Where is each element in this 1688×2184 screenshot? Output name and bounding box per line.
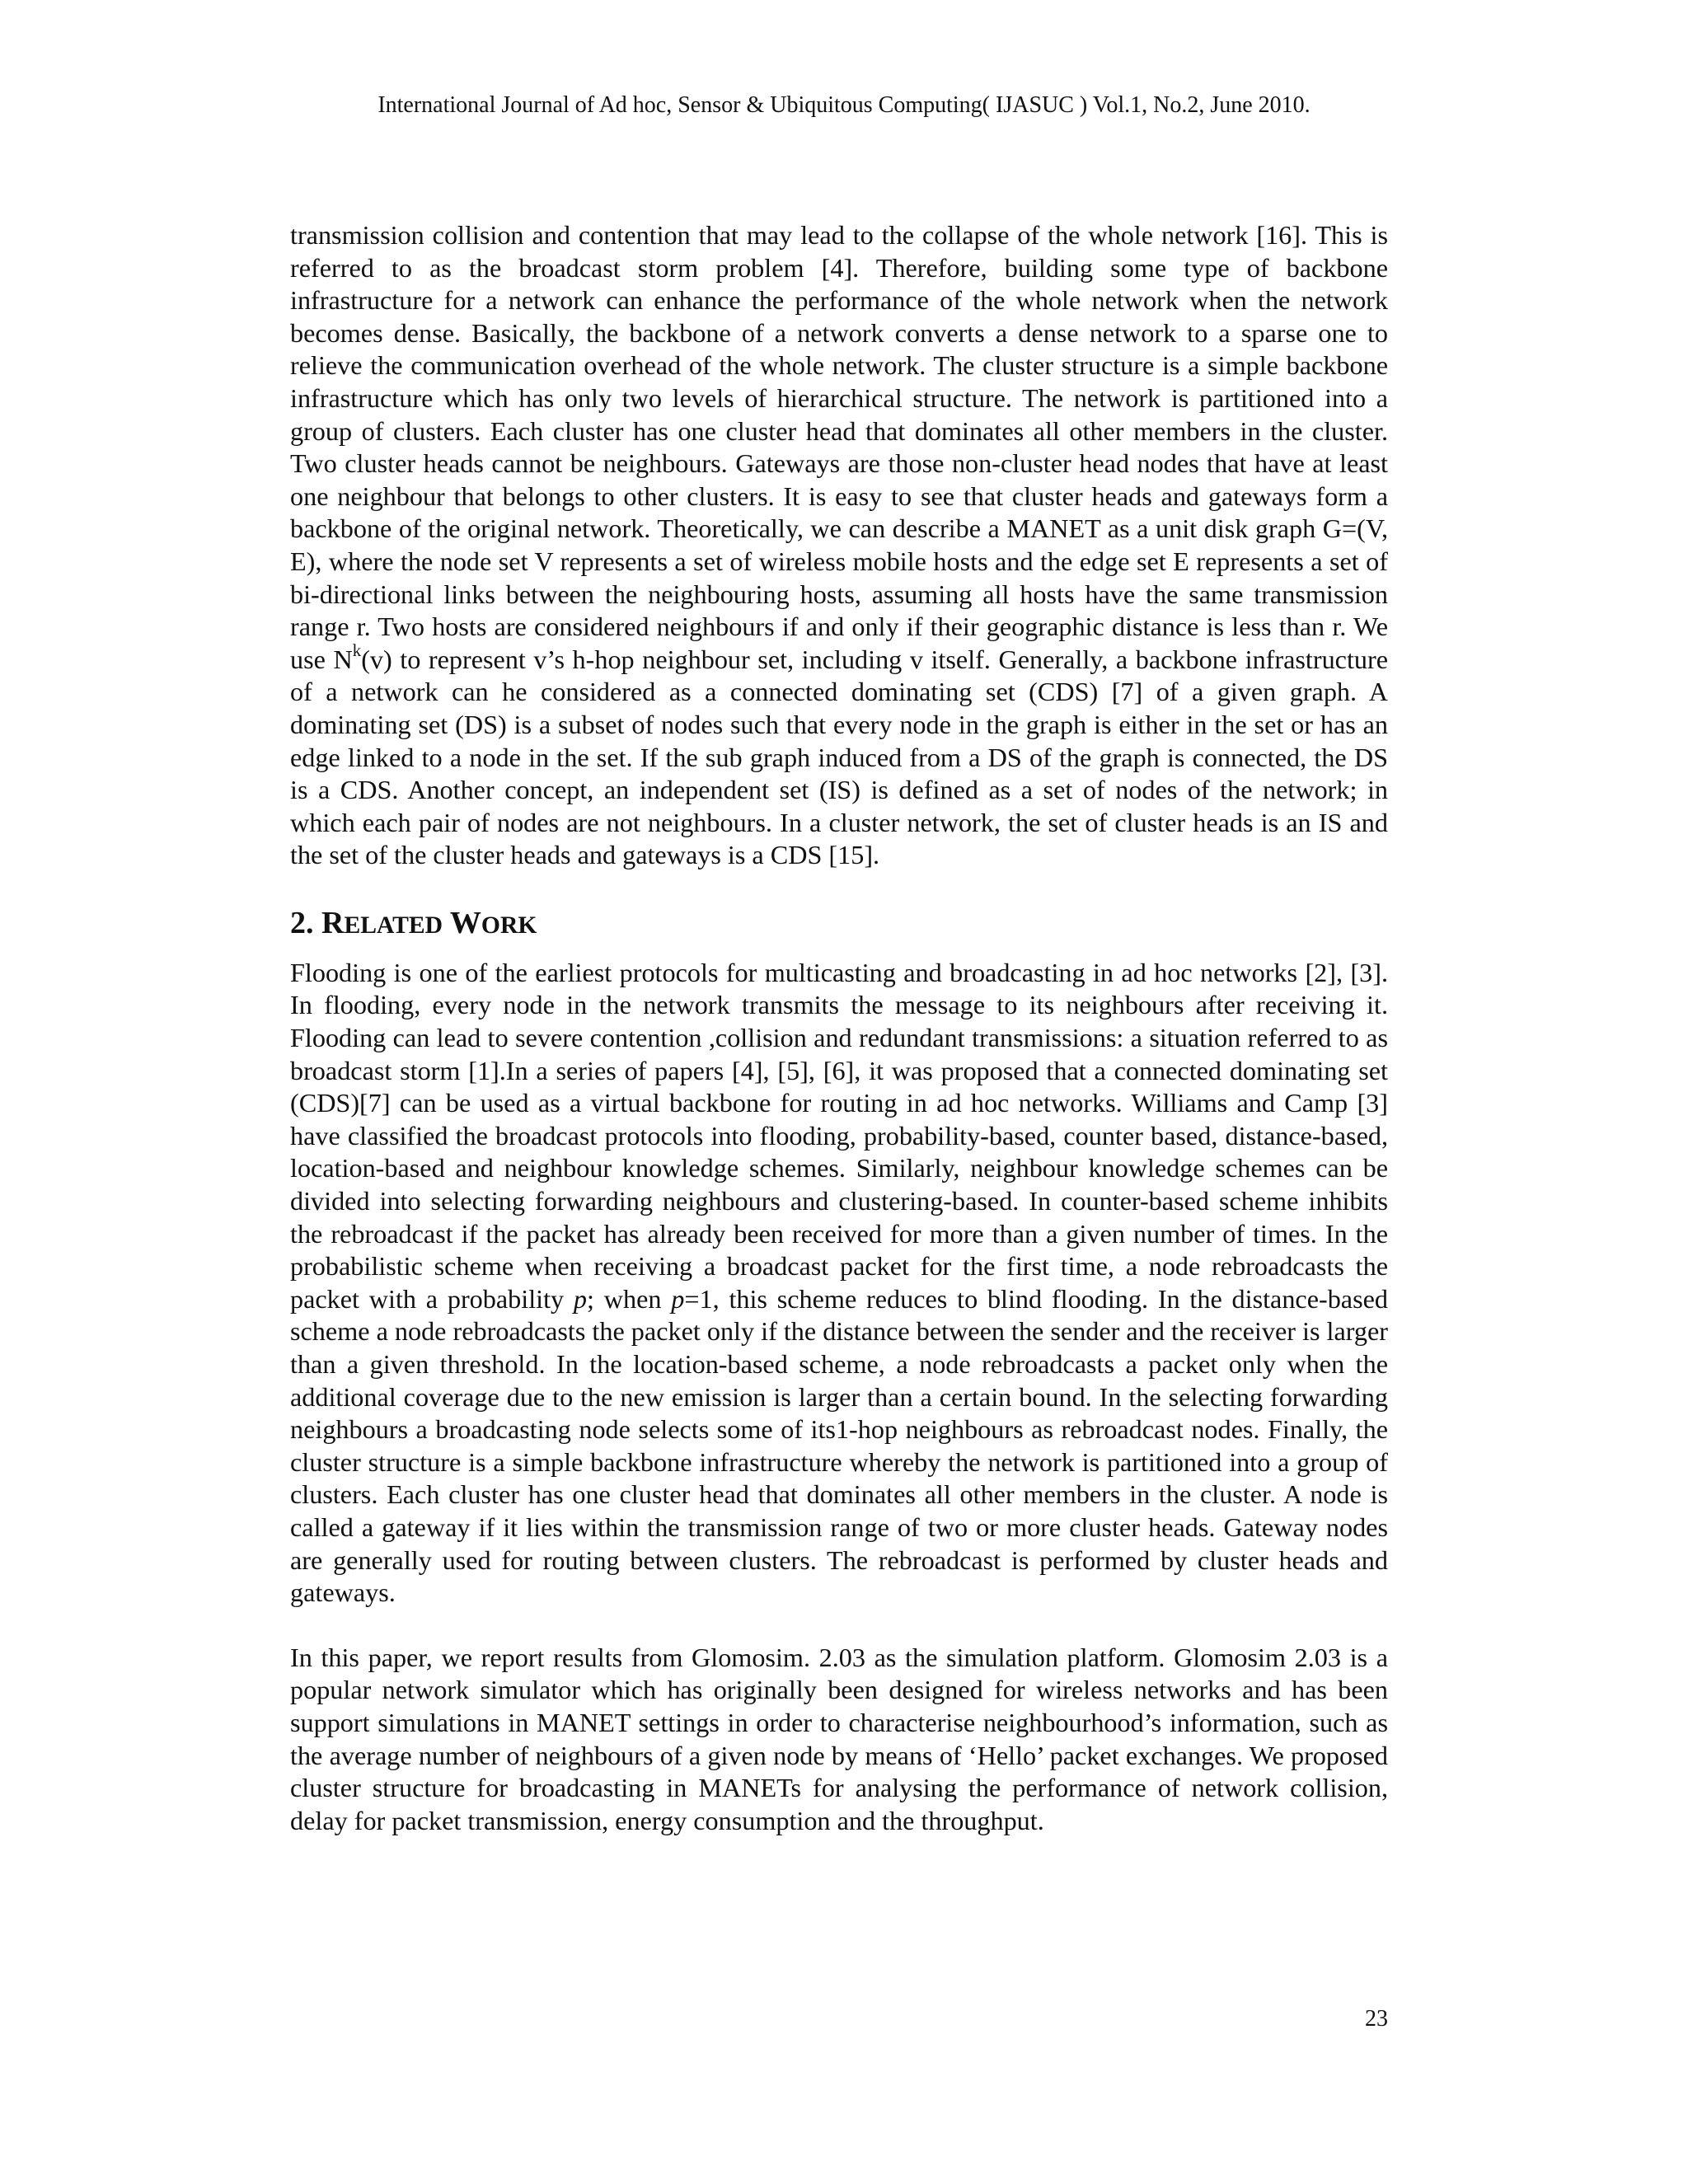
body-text — [290, 219, 1388, 1837]
intro-text-start: transmission collision and contention that may lead to the collapse of the whole network [16]. This is referred to as the broadcast storm problem [4]. Therefore, building some type of backbone infrastructure for a network can enhance the performance of the whole network when the network becomes dense. Basically, the backbone of a network converts a dense network to a sparse one to relieve the communication overhead of the whole network. The cluster structure is a simple backbone infrastructure which has only two levels of hierarchical structure. The network is partitioned into a group of clusters. Each cluster has one cluster head that dominates all other members in the cluster. Two cluster heads cannot be neighbours. Gateways are those non-cluster head nodes that have at least one neighbour that belongs to other clusters. It is easy to see that cluster heads and gateways form a backbone of the original network. Theoretically, we can describe a MANET as a unit disk graph G=(V, E), where the node set V represents a set of wireless mobile hosts and the edge set E represents a set of bi-directional links between the neighbouring hosts, assuming all hosts have the same transmission range r. Two hosts are considered neighbours if and only if their geographic distance is less than r. We use N — [290, 220, 1388, 674]
superscript-k: k — [352, 640, 362, 660]
section-title-word-1-initial: R — [321, 905, 345, 940]
closing-paragraph: In this paper, we report results from Glomosim. 2.03 as the simulation platform. Glomosim 2.03 is a popular network simulator which has originally been designed for wireless networks and has been support simulations in MANET settings in order to characterise neighbourhood’s information, such as the average number of neighbours of a given node by means of ‘Hello’ packet exchanges. We proposed cluster structure for broadcasting in MANETs for analysing the performance of network collision, delay for packet transmission, energy consumption and the throughput. — [290, 1642, 1388, 1835]
section-title-word-2-rest: ORK — [481, 912, 537, 939]
running-header: International Journal of Ad hoc, Sensor & Ubiquitous Computing( IJASUC ) Vol.1, No.2, June 2010. — [377, 92, 1311, 118]
section-title-word-2-initial: W — [449, 905, 481, 940]
related-work-text-2: ; when — [587, 1283, 672, 1314]
related-work-paragraph — [290, 957, 1388, 1610]
section-title-word-1-rest: ELATED — [344, 912, 443, 939]
section-heading-related-work — [290, 903, 1388, 945]
italic-p-2: p — [671, 1283, 685, 1314]
italic-p-1: p — [573, 1283, 588, 1314]
intro-paragraph — [290, 219, 1388, 872]
section-number: 2. — [290, 905, 314, 940]
related-work-text-3: =1, this scheme reduces to blind flooding. In the distance-based scheme a node rebroadcasts the packet only if the distance between the sender and the receiver is larger than a given threshold. In the location-based scheme, a node rebroadcasts a packet only when the additional coverage due to the new emission is larger than a certain bound. In the selecting forwarding neighbours a broadcasting node selects some of its1-hop neighbours as rebroadcast nodes. Finally, the cluster structure is a simple backbone infrastructure whereby the network is partitioned into a group of clusters. Each cluster has one cluster head that dominates all other members in the cluster. A node is called a gateway if it lies within the transmission range of two or more cluster heads. Gateway nodes are generally used for routing between clusters. The rebroadcast is performed by cluster heads and gateways. — [290, 1283, 1389, 1608]
page-number: 23 — [1365, 2006, 1388, 2032]
intro-text-end: (v) to represent v’s h-hop neighbour set, including v itself. Generally, a backbone infrastructure of a network can he considered as a connected dominating set (CDS) [7] of a given graph. A dominating set (DS) is a subset of nodes such that every node in the graph is either in the set or has an edge linked to a node in the set. If the sub graph induced from a DS of the graph is connected, the DS is a CDS. Another concept, an independent set (IS) is defined as a set of nodes of the network; in which each pair of nodes are not neighbours. In a cluster network, the set of cluster heads is an IS and the set of the cluster heads and gateways is a CDS [15]. — [290, 644, 1389, 870]
related-work-text-1: Flooding is one of the earliest protocols for multicasting and broadcasting in ad hoc networks [2], [3]. In flooding, every node in the network transmits the message to its neighbours after receiving it. Flooding can lead to severe contention ,collision and redundant transmissions: a situation referred to as broadcast storm [1].In a series of papers [4], [5], [6], it was proposed that a connected dominating set (CDS)[7] can be used as a virtual backbone for routing in ad hoc networks. Williams and Camp [3] have classified the broadcast protocols into flooding, probability-based, counter based, distance-based, location-based and neighbour knowledge schemes. Similarly, neighbour knowledge schemes can be divided into selecting forwarding neighbours and clustering-based. In counter-based scheme inhibits the rebroadcast if the packet has already been received for more than a given number of times. In the probabilistic scheme when receiving a broadcast packet for the first time, a node rebroadcasts the packet with a probability — [290, 957, 1388, 1314]
